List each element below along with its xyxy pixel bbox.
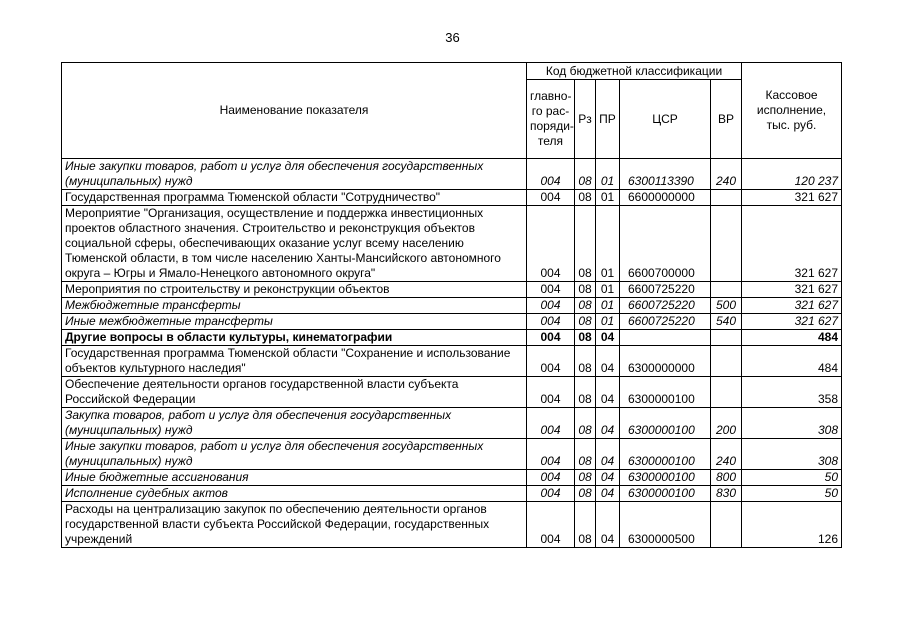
table-row — [62, 282, 842, 298]
cell-glava: 004 — [527, 470, 575, 486]
cell-rz: 08 — [575, 206, 596, 282]
cell-csr: 6600725220 — [620, 314, 711, 330]
cell-glava: 004 — [527, 502, 575, 548]
cell-csr: 6300000100 — [620, 470, 711, 486]
cell-glava: 004 — [527, 206, 575, 282]
cell-sum: 120 237 — [742, 159, 842, 190]
header-vr: ВР — [711, 80, 742, 159]
cell-vr — [711, 190, 742, 206]
table-row — [62, 377, 842, 408]
cell-vr — [711, 330, 742, 346]
cell-glava: 004 — [527, 190, 575, 206]
cell-name: Иные бюджетные ассигнования — [62, 470, 527, 486]
cell-rz: 08 — [575, 282, 596, 298]
cell-vr: 200 — [711, 408, 742, 439]
cell-glava: 004 — [527, 486, 575, 502]
cell-sum: 50 — [742, 486, 842, 502]
cell-sum: 321 627 — [742, 206, 842, 282]
cell-rz: 08 — [575, 190, 596, 206]
header-glava: главно-го рас-поряди-теля — [527, 80, 575, 159]
cell-csr: 6300000100 — [620, 486, 711, 502]
table-row — [62, 486, 842, 502]
cell-pr: 01 — [596, 314, 620, 330]
cell-sum: 126 — [742, 502, 842, 548]
cell-vr — [711, 377, 742, 408]
cell-name: Расходы на централизацию закупок по обеспечению деятельности органов государственной власти субъекта Российской Федерации, государственных учреждений — [62, 502, 527, 548]
cell-name: Мероприятия по строительству и реконструкции объектов — [62, 282, 527, 298]
cell-csr: 6600000000 — [620, 190, 711, 206]
cell-sum: 50 — [742, 470, 842, 486]
cell-rz: 08 — [575, 346, 596, 377]
cell-glava: 004 — [527, 408, 575, 439]
table-row — [62, 298, 842, 314]
cell-rz: 08 — [575, 159, 596, 190]
cell-csr: 6300000000 — [620, 346, 711, 377]
cell-name: Мероприятие "Организация, осуществление и поддержка инвестиционных проектов областного значения. Строительство и реконструкция объектов социальной сферы, обеспечивающих оказание услуг всему населению Тюменской области, в том числе населению Ханты-Мансийского автономного округа – Югры и Ямало-Ненецкого автономного округа" — [62, 206, 527, 282]
table-row — [62, 206, 842, 282]
header-name: Наименование показателя — [62, 63, 527, 159]
cell-csr: 6300000500 — [620, 502, 711, 548]
cell-pr: 04 — [596, 439, 620, 470]
cell-csr — [620, 330, 711, 346]
cell-vr: 540 — [711, 314, 742, 330]
table-row — [62, 330, 842, 346]
cell-sum: 321 627 — [742, 314, 842, 330]
cell-name: Государственная программа Тюменской области "Сохранение и использование объектов культурного наследия" — [62, 346, 527, 377]
cell-sum: 308 — [742, 408, 842, 439]
cell-glava: 004 — [527, 159, 575, 190]
cell-name: Обеспечение деятельности органов государственной власти субъекта Российской Федерации — [62, 377, 527, 408]
cell-glava: 004 — [527, 298, 575, 314]
cell-pr: 04 — [596, 486, 620, 502]
cell-csr: 6600725220 — [620, 298, 711, 314]
cell-sum: 308 — [742, 439, 842, 470]
cell-name: Межбюджетные трансферты — [62, 298, 527, 314]
cell-vr: 830 — [711, 486, 742, 502]
cell-rz: 08 — [575, 502, 596, 548]
cell-csr: 6300000100 — [620, 408, 711, 439]
cell-rz: 08 — [575, 408, 596, 439]
cell-csr: 6600725220 — [620, 282, 711, 298]
cell-name: Другие вопросы в области культуры, кинематографии — [62, 330, 527, 346]
cell-pr: 04 — [596, 502, 620, 548]
cell-pr: 01 — [596, 298, 620, 314]
table-row — [62, 346, 842, 377]
cell-sum: 321 627 — [742, 190, 842, 206]
cell-pr: 04 — [596, 346, 620, 377]
cell-csr: 6300000100 — [620, 439, 711, 470]
cell-rz: 08 — [575, 377, 596, 408]
cell-sum: 321 627 — [742, 298, 842, 314]
cell-glava: 004 — [527, 439, 575, 470]
cell-rz: 08 — [575, 486, 596, 502]
cell-pr: 04 — [596, 408, 620, 439]
header-pr: ПР — [596, 80, 620, 159]
cell-vr: 240 — [711, 439, 742, 470]
cell-name: Иные межбюджетные трансферты — [62, 314, 527, 330]
header-sum: Кассовое исполнение, тыс. руб. — [742, 63, 842, 159]
cell-name: Закупка товаров, работ и услуг для обеспечения государственных (муниципальных) нужд — [62, 408, 527, 439]
cell-name: Исполнение судебных актов — [62, 486, 527, 502]
cell-pr: 01 — [596, 206, 620, 282]
cell-pr: 04 — [596, 330, 620, 346]
table-row — [62, 314, 842, 330]
cell-csr: 6600700000 — [620, 206, 711, 282]
cell-csr: 6300113390 — [620, 159, 711, 190]
cell-vr — [711, 346, 742, 377]
table-row — [62, 470, 842, 486]
cell-csr: 6300000100 — [620, 377, 711, 408]
table-row — [62, 190, 842, 206]
cell-glava: 004 — [527, 314, 575, 330]
cell-vr — [711, 282, 742, 298]
cell-name: Иные закупки товаров, работ и услуг для обеспечения государственных (муниципальных) нужд — [62, 159, 527, 190]
cell-rz: 08 — [575, 439, 596, 470]
cell-vr: 500 — [711, 298, 742, 314]
cell-vr: 800 — [711, 470, 742, 486]
cell-vr: 240 — [711, 159, 742, 190]
cell-vr — [711, 502, 742, 548]
cell-rz: 08 — [575, 314, 596, 330]
cell-pr: 01 — [596, 282, 620, 298]
cell-glava: 004 — [527, 330, 575, 346]
header-csr: ЦСР — [620, 80, 711, 159]
cell-rz: 08 — [575, 298, 596, 314]
table-row — [62, 502, 842, 548]
cell-pr: 01 — [596, 159, 620, 190]
cell-glava: 004 — [527, 377, 575, 408]
cell-sum: 484 — [742, 346, 842, 377]
cell-sum: 321 627 — [742, 282, 842, 298]
header-rz: Рз — [575, 80, 596, 159]
cell-glava: 004 — [527, 346, 575, 377]
cell-pr: 01 — [596, 190, 620, 206]
header-code-group: Код бюджетной классификации — [527, 63, 742, 80]
cell-pr: 04 — [596, 377, 620, 408]
page-number: 36 — [445, 30, 460, 45]
budget-execution-table — [61, 62, 842, 548]
cell-rz: 08 — [575, 330, 596, 346]
cell-rz: 08 — [575, 470, 596, 486]
cell-sum: 484 — [742, 330, 842, 346]
cell-pr: 04 — [596, 470, 620, 486]
cell-name: Иные закупки товаров, работ и услуг для обеспечения государственных (муниципальных) нужд — [62, 439, 527, 470]
cell-glava: 004 — [527, 282, 575, 298]
cell-vr — [711, 206, 742, 282]
table-row — [62, 408, 842, 439]
cell-name: Государственная программа Тюменской области "Сотрудничество" — [62, 190, 527, 206]
table-row — [62, 159, 842, 190]
table-row — [62, 439, 842, 470]
cell-sum: 358 — [742, 377, 842, 408]
